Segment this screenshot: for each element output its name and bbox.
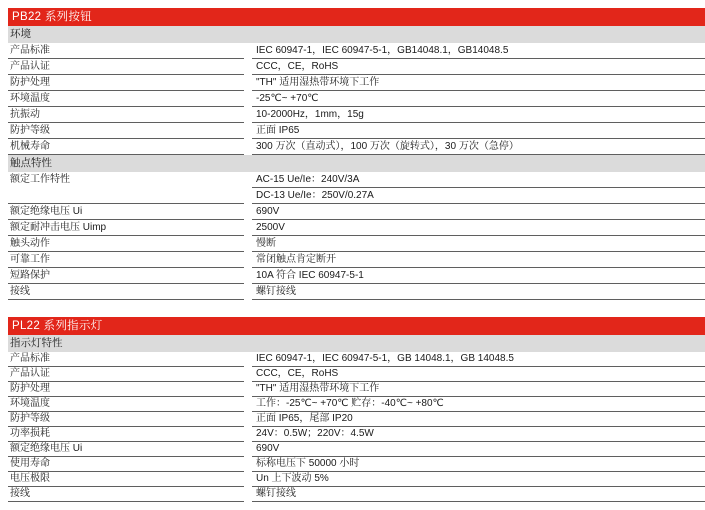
spec-value: 2500V [252, 220, 705, 236]
spec-label: 额定工作特性 [8, 172, 244, 204]
spec-label: 产品认证 [8, 367, 244, 382]
spec-value: CCC，CE，RoHS [252, 367, 705, 382]
spec-value: 10-2000Hz，1mm，15g [252, 107, 705, 123]
spec-value: 300 万次（直动式），100 万次（旋转式），30 万次（急停） [252, 139, 705, 155]
spec-label: 额定绝缘电压 Ui [8, 442, 244, 457]
spec-row [8, 252, 705, 268]
pb22-groups [8, 26, 705, 300]
spec-value: "TH" 适用湿热带环境下工作 [252, 75, 705, 91]
pl22-title: PL22 系列指示灯 [12, 320, 103, 332]
spec-row [8, 139, 705, 155]
pb22-table [8, 8, 705, 300]
spec-row [8, 59, 705, 75]
spec-value: 690V [252, 204, 705, 220]
spec-label: 额定耐冲击电压 Uimp [8, 220, 244, 236]
spec-label: 环境温度 [8, 397, 244, 412]
spec-label: 防护等级 [8, 123, 244, 139]
spec-value: IEC 60947-1，IEC 60947-5-1，GB 14048.1，GB 14048.5 [252, 352, 705, 367]
spec-value: AC-15 Ue/Ie：240V/3A [252, 172, 705, 188]
pl22-table [8, 317, 705, 502]
spec-label: 抗振动 [8, 107, 244, 123]
spec-label: 短路保护 [8, 268, 244, 284]
spec-label: 接线 [8, 487, 244, 502]
spec-value: CCC，CE，RoHS [252, 59, 705, 75]
spec-row [8, 397, 705, 412]
spec-row [8, 487, 705, 502]
spec-row [8, 367, 705, 382]
spec-label: 功率损耗 [8, 427, 244, 442]
spec-value: 螺钉接线 [252, 487, 705, 502]
spec-row [8, 442, 705, 457]
spec-value: 10A 符合 IEC 60947-5-1 [252, 268, 705, 284]
spec-label: 接线 [8, 284, 244, 300]
spec-sheet [8, 8, 705, 502]
pb22-title-bar [8, 8, 705, 26]
pl22-groups [8, 335, 705, 502]
spec-value: "TH" 适用湿热带环境下工作 [252, 382, 705, 397]
spec-label: 产品标准 [8, 43, 244, 59]
spec-value: IEC 60947-1，IEC 60947-5-1，GB14048.1，GB14048.5 [252, 43, 705, 59]
spec-label: 使用寿命 [8, 457, 244, 472]
spec-row [8, 43, 705, 59]
spec-value: 常闭触点肯定断开 [252, 252, 705, 268]
section-header: 指示灯特性 [8, 335, 705, 352]
section-header: 环境 [8, 26, 705, 43]
spec-label: 防护处理 [8, 382, 244, 397]
spec-value: Un 上下波动 5% [252, 472, 705, 487]
spec-value-stack [252, 172, 705, 204]
spec-value: 690V [252, 442, 705, 457]
spec-value: 正面 IP65 [252, 123, 705, 139]
spec-row [8, 284, 705, 300]
spec-row [8, 382, 705, 397]
spec-value: DC-13 Ue/Ie：250V/0.27A [252, 188, 705, 204]
pb22-title: PB22 系列按钮 [12, 11, 93, 23]
spec-value: -25℃~ +70℃ [252, 91, 705, 107]
spec-value: 慢断 [252, 236, 705, 252]
spec-row [8, 220, 705, 236]
spec-row [8, 268, 705, 284]
spec-label: 环境温度 [8, 91, 244, 107]
spec-row [8, 427, 705, 442]
spec-row [8, 123, 705, 139]
spec-label: 额定绝缘电压 Ui [8, 204, 244, 220]
spec-value: 工作：-25℃~ +70℃ 贮存：-40℃~ +80℃ [252, 397, 705, 412]
spec-row [8, 236, 705, 252]
spec-row [8, 91, 705, 107]
spec-row [8, 457, 705, 472]
spec-value: 24V：0.5W；220V：4.5W [252, 427, 705, 442]
spec-row [8, 352, 705, 367]
section-header: 触点特性 [8, 155, 705, 172]
spec-row [8, 412, 705, 427]
pl22-title-bar [8, 317, 705, 335]
spec-label: 产品认证 [8, 59, 244, 75]
spec-label: 触头动作 [8, 236, 244, 252]
spec-value: 标称电压下 50000 小时 [252, 457, 705, 472]
spec-label: 机械寿命 [8, 139, 244, 155]
spec-label: 电压极限 [8, 472, 244, 487]
spec-row [8, 204, 705, 220]
spec-label: 产品标准 [8, 352, 244, 367]
spec-value: 正面 IP65，尾部 IP20 [252, 412, 705, 427]
spec-label: 可靠工作 [8, 252, 244, 268]
spec-row [8, 107, 705, 123]
spec-value: 螺钉接线 [252, 284, 705, 300]
spec-row [8, 172, 705, 204]
spec-label: 防护处理 [8, 75, 244, 91]
spec-row [8, 472, 705, 487]
spec-row [8, 75, 705, 91]
spec-label: 防护等级 [8, 412, 244, 427]
